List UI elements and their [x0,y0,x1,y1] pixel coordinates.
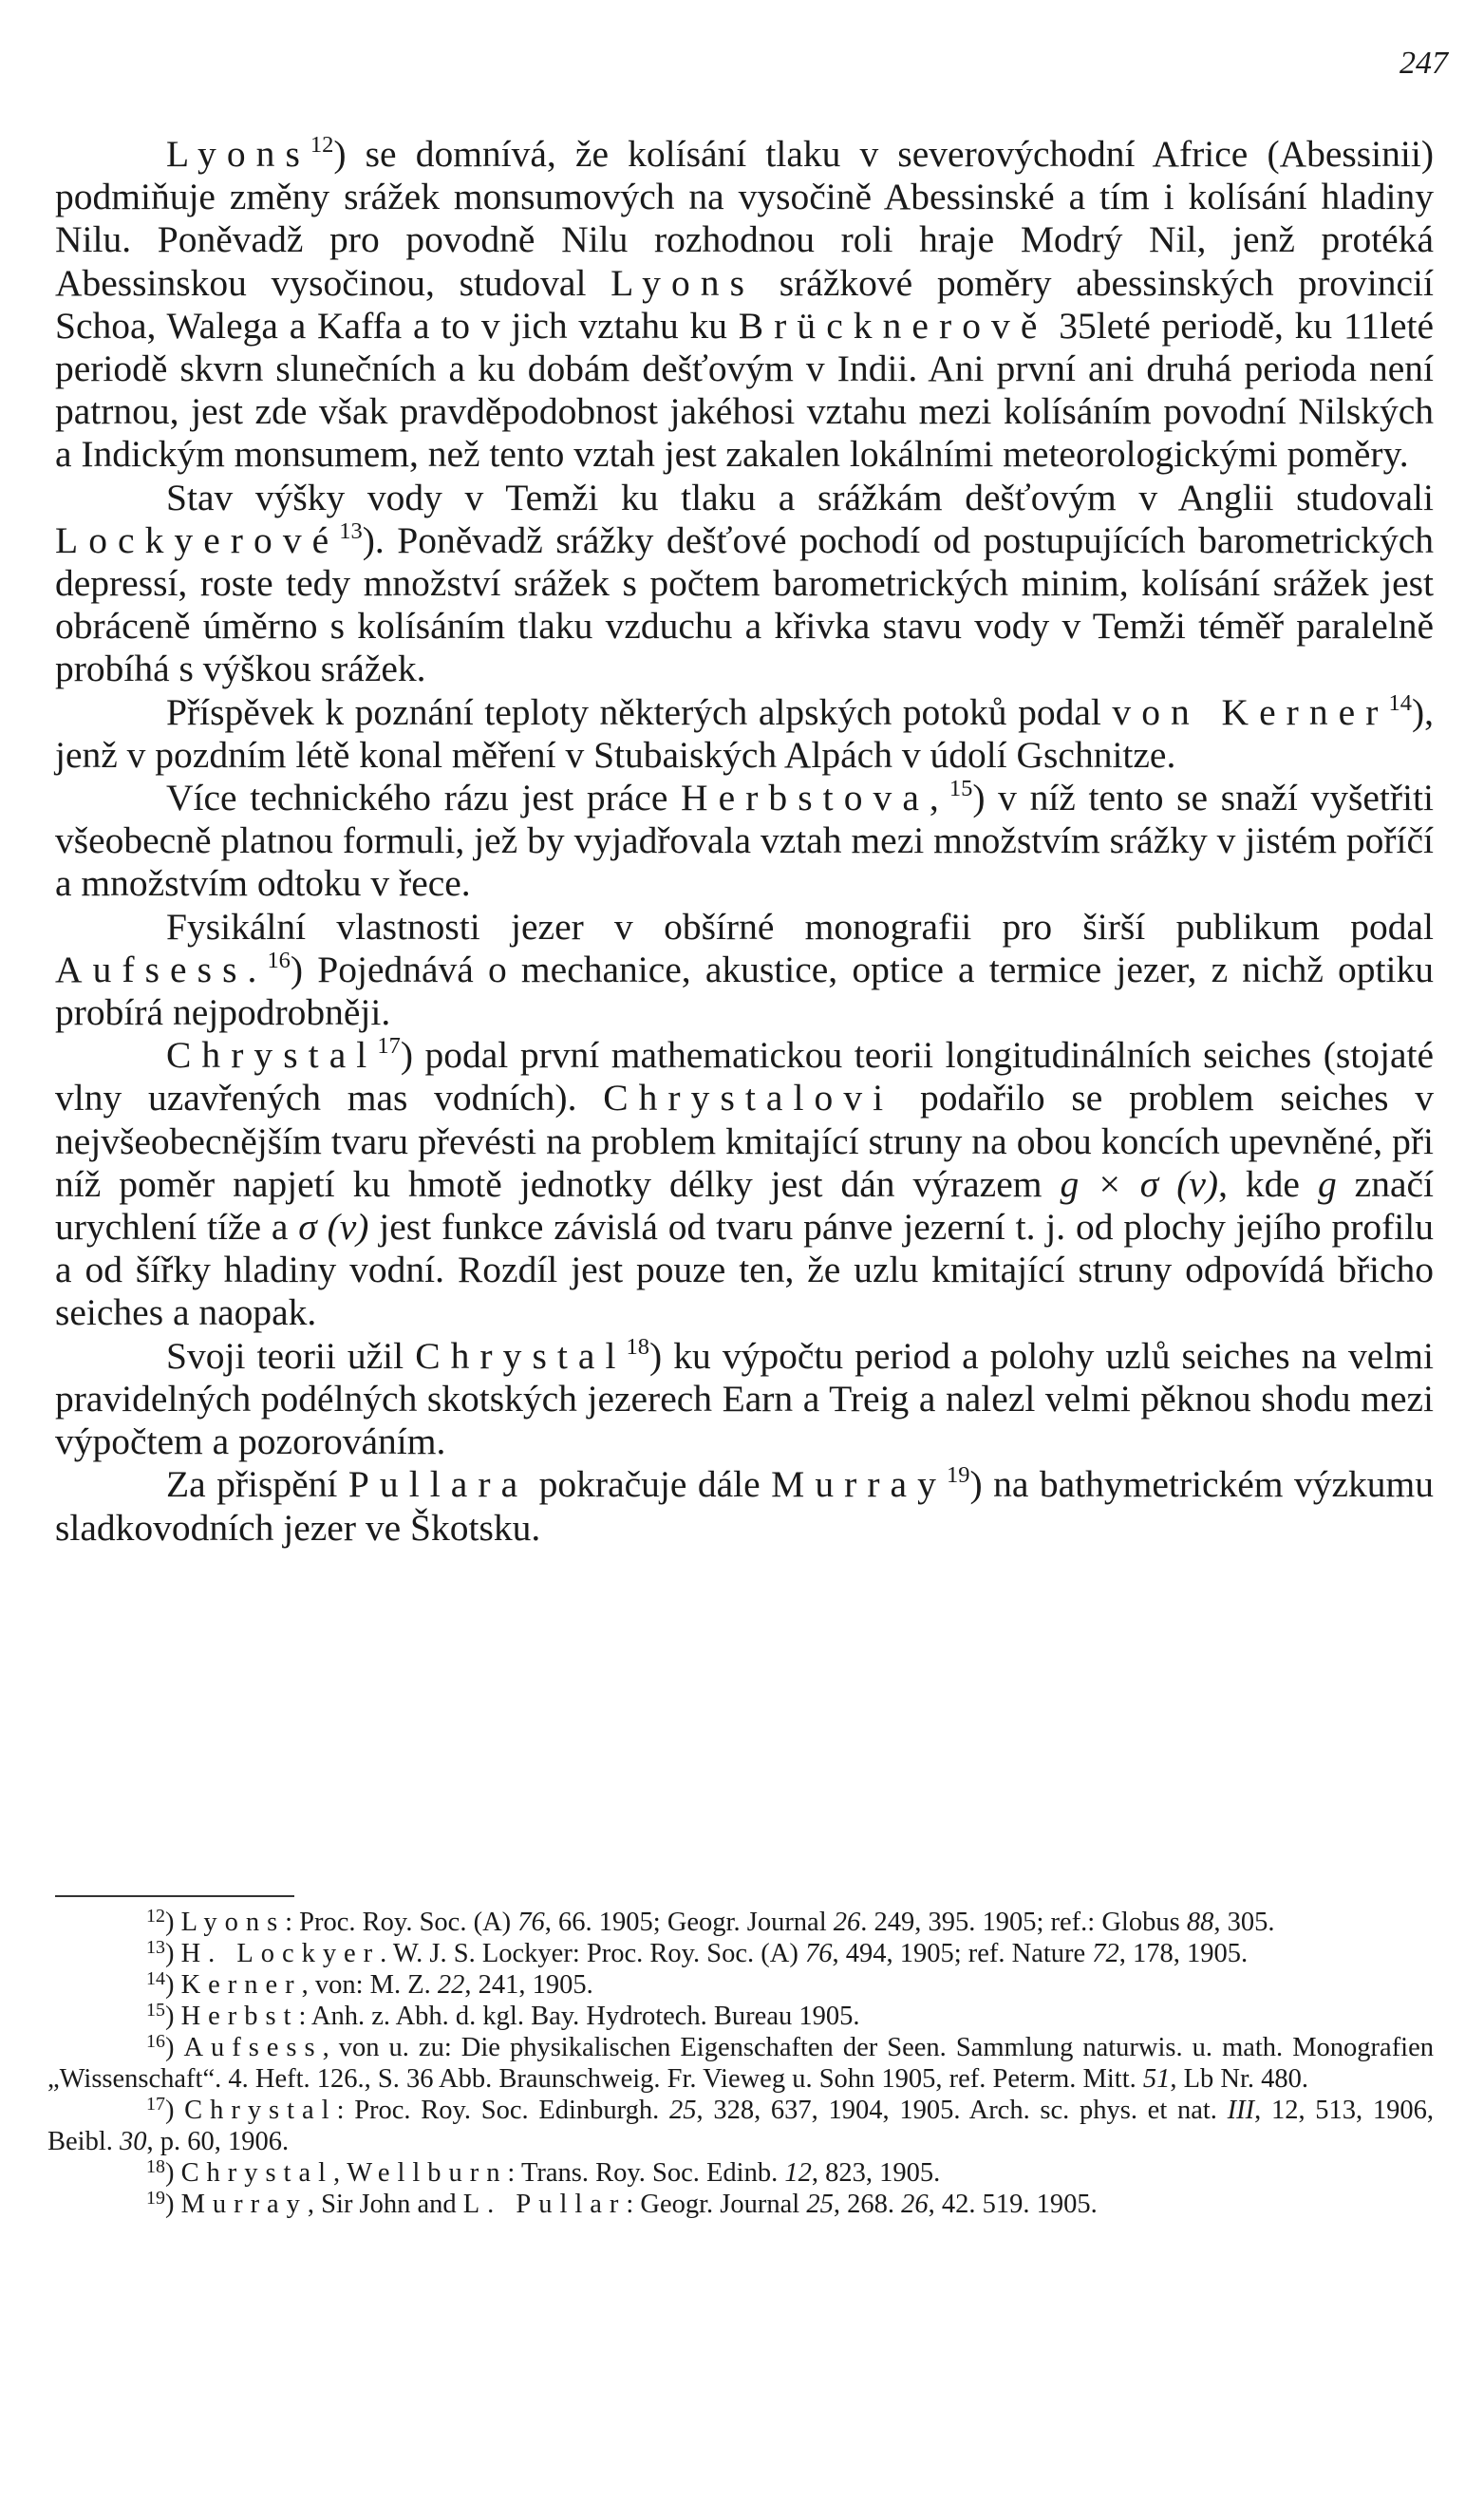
text-run: , 66. 1905; Geogr. Journal [544,1908,834,1937]
text-run: značí urychlení tíže a [55,1162,1434,1249]
footnote-paren: ) [164,2190,181,2219]
text-run: : Proc. Roy. Soc. (A) [285,1908,518,1937]
italic-text: g × σ (v) [1060,1162,1219,1205]
italic-text: 72 [1092,1939,1119,1968]
author-name: Aufsess. [55,948,268,990]
footnote-paren: ) [164,1970,181,2000]
footnote-number: 12 [146,1906,165,1928]
author-name: Murray [180,2190,308,2219]
author-name: Chrystal [415,1334,627,1377]
text-run: Stav výšky vody v Temži ku tlaku a srážkám dešťovým v Anglii studovali [166,476,1434,518]
footnote-number: 18 [146,2156,165,2178]
paragraph [55,691,1434,777]
text-run: ), jenž v pozdním létě konal měření v Stubaiských Alpách v údolí Gschnitze. [55,690,1435,776]
paragraph [55,477,1434,691]
footnote-paren: ) [164,1908,181,1937]
text-run: , 494, 1905; ref. Nature [832,1939,1093,1968]
footnote-reference: 12 [310,131,334,158]
text-run: , 178, 1905. [1118,1939,1249,1968]
footnote-reference: 16 [267,947,291,973]
footnote-reference: 15 [949,775,973,801]
text-run: : Geogr. Journal [626,2190,807,2219]
footnote-paren: ) [164,2033,184,2062]
footnote [47,2095,1434,2157]
text-run: pokračuje dále [528,1463,772,1506]
text-run: , Lb Nr. 480. [1170,2064,1309,2094]
text-run: ) ku výpočtu period a polohy uzlů seiches na velmi pravidelných podélných skotských jezerech Earn a Treig a nalezl velmi pěknou shodu mezi výpočtem a pozorováním. [55,1334,1434,1463]
text-run: ) v níž tento se snaží vyšetřiti všeobecně platnou formuli, jež by vyjadřovala vztah mezi množstvím srážky v jistém poříčí a množstvím odtoku v řece. [55,777,1434,905]
page-number: 247 [1399,46,1448,81]
italic-text: 25 [669,2096,697,2125]
text-run: , 305. [1213,1908,1275,1937]
text-run: , von u. zu: Die physikalischen Eigenschaften der Seen. Sammlung naturwis. u. math. Monografien „Wissenschaft“. 4. Heft. 126., S. 36 Abb. Braunschweig. Fr. Vieweg u. Sohn 1905, ref. Peterm. Mitt. [47,2033,1434,2094]
author-name: Aufsess [183,2033,323,2062]
author-name: H. Lockyer [180,1939,381,1968]
footnote-divider [55,1895,294,1897]
author-name: Kerner [180,1970,302,2000]
author-name: Chrystalovi [603,1077,894,1119]
text-run: , [332,2158,348,2188]
paragraph [55,1034,1434,1334]
text-run: . 249, 395. 1905; ref.: Globus [860,1908,1187,1937]
text-run: ) se domnívá, že kolísání tlaku v severovýchodní Africe (Abessinii) podmiňuje změny srážek monsumových na vysočině Abessinské a tím i kolísání hladiny Nilu. Poněvadž pro povodně Nilu rozhodnou roli hraje Modrý Nil, jenž protéká Abessinskou vysočinou, studoval [55,133,1434,304]
italic-text: 26 [833,1908,861,1937]
footnote [47,1938,1434,1969]
footnote-paren: ) [164,2158,181,2188]
footnotes [47,1907,1434,2220]
text-run: . W. J. S. Lockyer: Proc. Roy. Soc. (A) [380,1939,805,1968]
footnote [47,2032,1434,2095]
italic-text: g [1317,1162,1337,1205]
text-run: podařilo se problem seiches v nejvšeobecnějším tvaru převésti na problem kmitající struny na obou koncích upevněné, při níž poměr napjetí ku hmotě jednotky délky jest dán výrazem [55,1077,1434,1205]
text-run: , 42. 519. 1905. [928,2190,1098,2219]
italic-text: 26 [901,2190,929,2219]
text-run: jest funkce závislá od tvaru pánve jezerní t. j. od plochy jejího profilu a od šířky hladiny vodní. Rozdíl jest pouze ten, že uzlu kmitající struny odpovídá břicho seiches a naopak. [55,1206,1434,1334]
text-run: ). Poněvadž srážky dešťové pochodí od postupujících barometrických depressí, roste tedy množství srážek s počtem barometrických minim, kolísání srážek jest obráceně úměrno s kolísáním tlaku vzduchu a křivka stavu vody v Temži téměř paralelně probíhá s výškou srážek. [55,518,1434,690]
footnote-reference: 14 [1388,689,1412,716]
italic-text: 88 [1186,1908,1214,1937]
italic-text: III [1227,2096,1255,2125]
footnote [47,2001,1434,2032]
footnote-number: 14 [146,1968,165,1990]
text-run: 35leté periodě, ku 11leté periodě skvrn slunečních a ku dobám dešťovým v Indii. Ani první ani druhá perioda není patrnou, jest zde však pravděpodobnost jakéhosi vztahu mezi kolísáním povodní Nilských a Indickým monsumem, než tento vztah jest zakalen lokálními meteorologickými poměry. [55,304,1434,476]
author-name: Herbstova, [681,777,949,819]
italic-text: 76 [804,1939,833,1968]
text-run: ) na bathymetrickém výzkumu sladkovodních jezer ve Škotsku. [55,1463,1434,1549]
italic-text: 22 [437,1970,465,2000]
author-name: Wellburn [347,2158,508,2188]
italic-text: 76 [517,1908,545,1937]
italic-text: 12 [784,2158,812,2188]
author-name: Herbst [180,2002,299,2031]
footnote-reference: 19 [946,1462,970,1489]
text-run: srážkové poměry abessinských provincií Schoa, Walega a Kaffa a to v jich vztahu ku [55,261,1434,347]
text-run: Příspěvek k poznání teploty některých alpských potoků podal [166,690,1113,733]
author-name: von Kerner [1112,690,1389,733]
text-run: : Anh. z. Abh. d. kgl. Bay. Hydrotech. Bureau 1905. [298,2002,860,2031]
footnote [47,2157,1434,2189]
footnote [47,1969,1434,2001]
author-name: Murray [771,1463,947,1506]
author-name: Lockyerové [55,518,340,561]
author-name: Pullara [348,1463,529,1506]
footnote-paren: ) [164,2096,185,2125]
text-run: , von: M. Z. [301,1970,438,2000]
footnote-paren: ) [164,2002,181,2031]
footnote [47,2189,1434,2220]
paragraph [55,906,1434,1035]
text-run: ) podal první mathematickou teorii longitudinálních seiches (stojaté vlny uzavřených mas vodních). [55,1034,1434,1119]
footnote-reference: 13 [339,517,363,544]
author-name: Brücknerově [738,304,1048,347]
text-run: , 823, 1905. [811,2158,941,2188]
footnote-number: 19 [146,2188,165,2210]
italic-text: 25 [806,2190,834,2219]
footnote-reference: 17 [377,1033,401,1060]
italic-text: 30 [120,2127,147,2156]
text-run: , 268. [833,2190,902,2219]
text-run: Fysikální vlastnosti jezer v obšírné monografii pro širší publikum podal [166,905,1434,948]
text-run: , p. 60, 1906. [146,2127,290,2156]
author-name: Chrystal [184,2096,337,2125]
text-run: : Trans. Roy. Soc. Edinb. [507,2158,785,2188]
text-run: Více technického rázu jest práce [166,777,682,819]
footnote-paren: ) [164,1939,181,1968]
author-name: L. Pullar [462,2190,627,2219]
footnote-number: 13 [146,1937,165,1959]
text-run: , 241, 1905. [464,1970,593,2000]
footnote [47,1907,1434,1938]
text-run: , 328, 637, 1904, 1905. Arch. sc. phys. et nat. [696,2096,1228,2125]
text-run: , Sir John and [307,2190,463,2219]
text-run: ) Pojednává o mechanice, akustice, optice a termice jezer, z nichž optiku probírá nejpodrobněji. [55,948,1434,1034]
text-run: , 12, 513, 1906, Beibl. [47,2096,1434,2156]
italic-text: σ (v) [298,1206,369,1249]
article-body [55,133,1434,1550]
footnote-number: 15 [146,2000,165,2022]
paragraph [55,1463,1434,1549]
paragraph [55,777,1434,906]
text-run: , kde [1218,1162,1318,1205]
footnote-number: 17 [146,2094,165,2116]
paragraph [55,133,1434,477]
author-name: Lyons [180,1908,286,1937]
author-name: Chrystal [166,1034,378,1077]
footnote-reference: 18 [626,1333,650,1360]
italic-text: 51 [1142,2064,1171,2094]
author-name: Lyons [166,133,310,175]
text-run: : Proc. Roy. Soc. Edinburgh. [336,2096,669,2125]
author-name: Chrystal [180,2158,333,2188]
text-run: Za přispění [166,1463,348,1506]
text-run: Svoji teorii užil [166,1334,416,1377]
author-name: Lyons [611,261,756,304]
footnote-number: 16 [146,2031,165,2053]
paragraph [55,1335,1434,1464]
